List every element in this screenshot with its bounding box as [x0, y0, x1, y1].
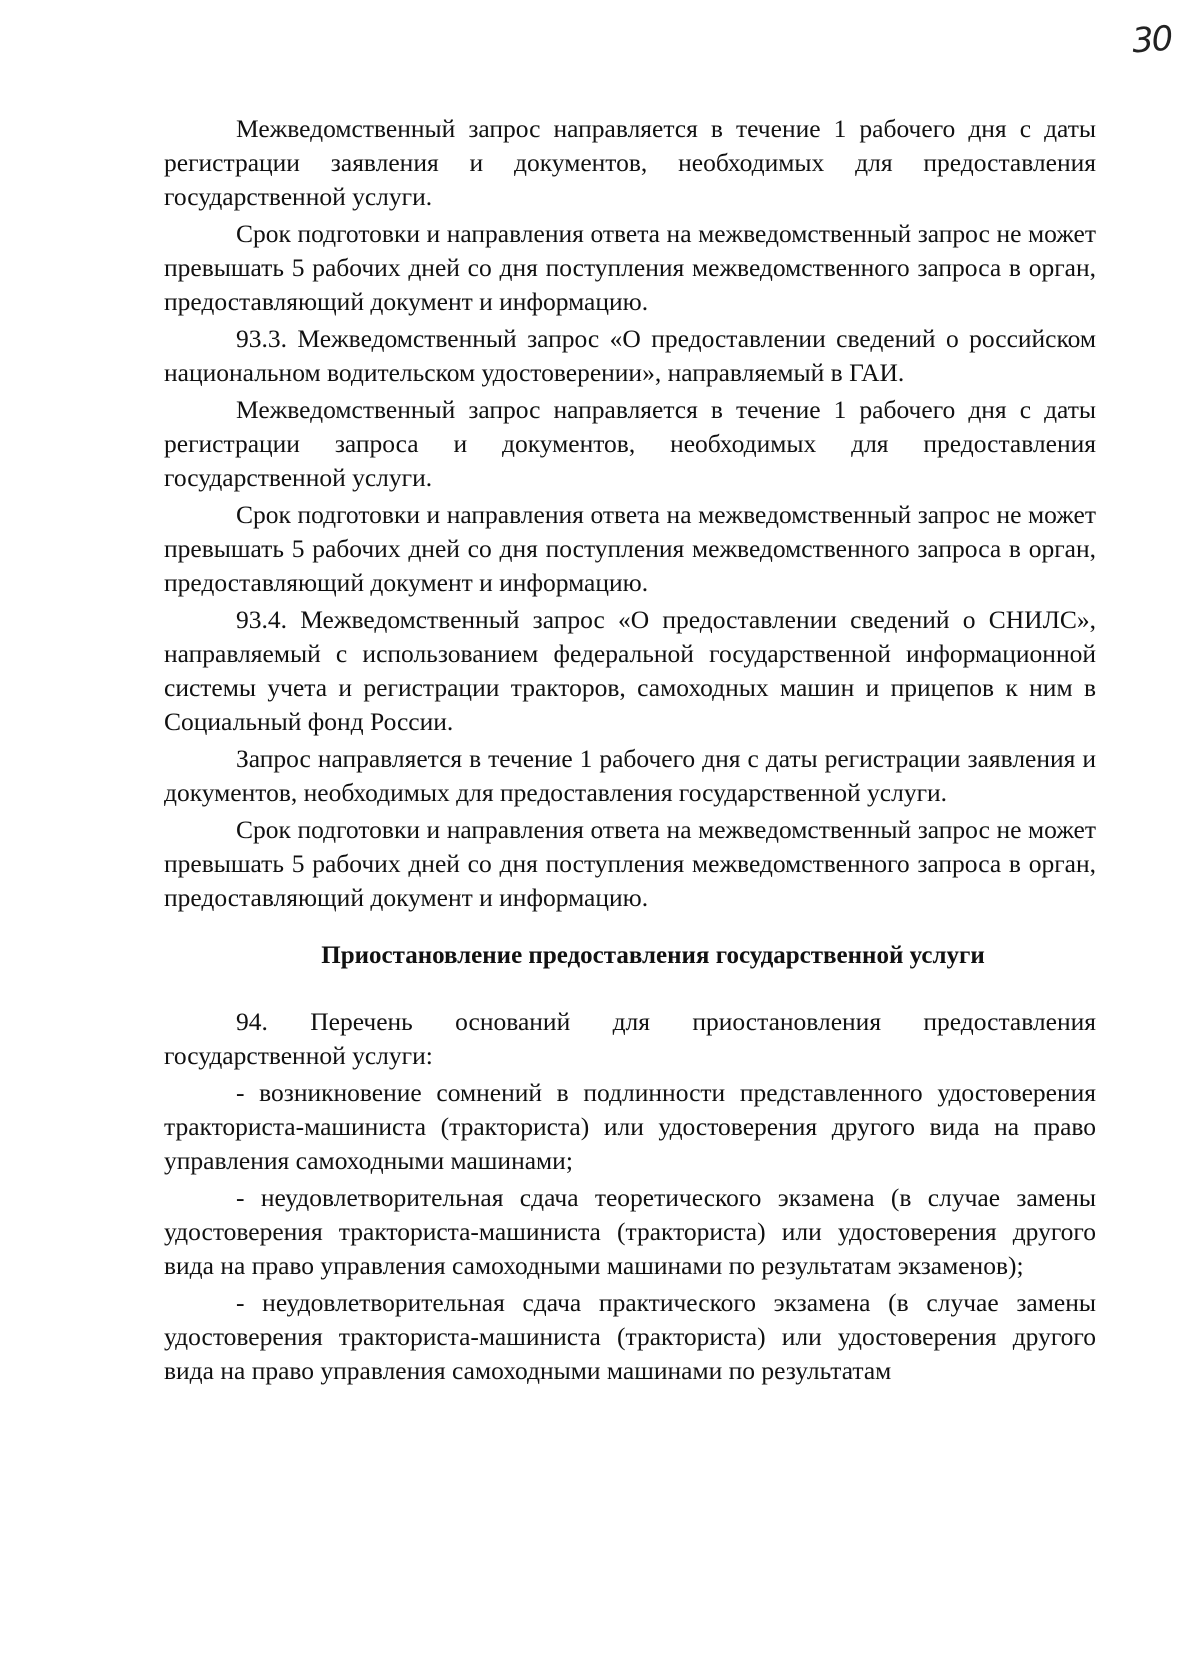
- paragraph-response-deadline-1: Срок подготовки и направления ответа на межведомственный запрос не может превышать 5 рабочих дней со дня поступления межведомственного запроса в орган, предоставляющий документ и информацию.: [164, 219, 1103, 316]
- paragraph-response-deadline-3: Срок подготовки и направления ответа на межведомственный запрос не может превышать 5 рабочих дней со дня поступления межведомственного запроса в орган, предоставляющий документ и информацию.: [164, 815, 1103, 912]
- paragraph-request-deadline-3: Запрос направляется в течение 1 рабочего дня с даты регистрации заявления и документов, необходимых для предоставления государственной услуги.: [164, 744, 1103, 807]
- paragraph-94: 94. Перечень оснований для приостановления предоставления государственной услуги:: [164, 1007, 1103, 1070]
- list-item-doubt-authenticity: - возникновение сомнений в подлинности представленного удостоверения тракториста-машиниста (тракториста) или удостоверения другого вида на право управления самоходными машинами;: [164, 1078, 1103, 1175]
- list-item-theory-exam: - неудовлетворительная сдача теоретического экзамена (в случае замены удостоверения тракториста-машиниста (тракториста) или удостоверения другого вида на право управления самоходными машинами по результатам экзаменов);: [164, 1183, 1103, 1280]
- paragraph-request-deadline-2: Межведомственный запрос направляется в течение 1 рабочего дня с даты регистрации запроса и документов, необходимых для предоставления государственной услуги.: [164, 395, 1103, 492]
- paragraph-request-deadline-1: Межведомственный запрос направляется в течение 1 рабочего дня с даты регистрации заявления и документов, необходимых для предоставления государственной услуги.: [164, 114, 1103, 211]
- section-heading: Приостановление предоставления государственной услуги: [321, 942, 985, 969]
- handwritten-page-number: 30: [1130, 18, 1173, 62]
- document-body: [164, 112, 1103, 1391]
- paragraph-response-deadline-2: Срок подготовки и направления ответа на межведомственный запрос не может превышать 5 рабочих дней со дня поступления межведомственного запроса в орган, предоставляющий документ и информацию.: [164, 500, 1103, 597]
- paragraph-93-3: 93.3. Межведомственный запрос «О предоставлении сведений о российском национальном водительском удостоверении», направляемый в ГАИ.: [164, 324, 1103, 387]
- list-item-practical-exam: - неудовлетворительная сдача практического экзамена (в случае замены удостоверения тракториста-машиниста (тракториста) или удостоверения другого вида на право управления самоходными машинами по результатам: [164, 1288, 1103, 1385]
- paragraph-93-4: 93.4. Межведомственный запрос «О предоставлении сведений о СНИЛС», направляемый с использованием федеральной государственной информационной системы учета и регистрации тракторов, самоходных машин и прицепов к ним в Социальный фонд России.: [164, 605, 1103, 736]
